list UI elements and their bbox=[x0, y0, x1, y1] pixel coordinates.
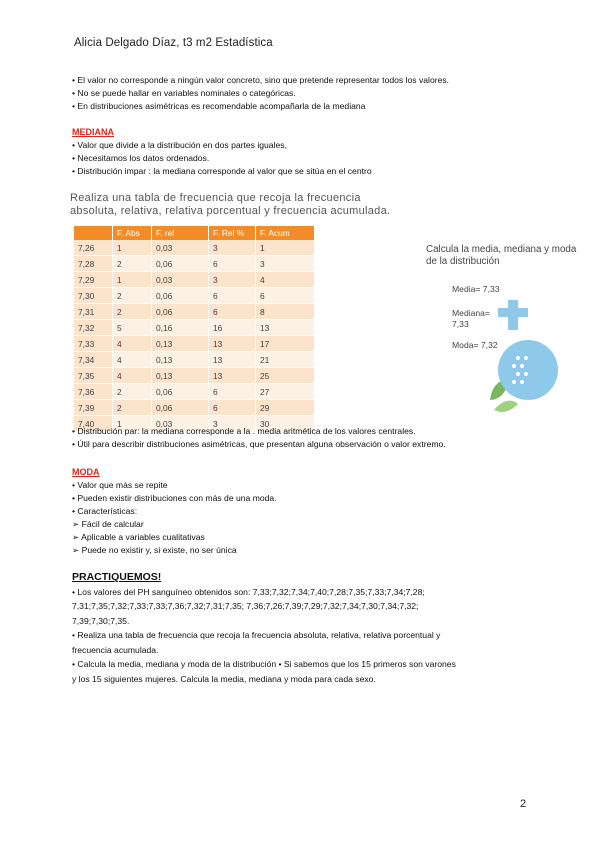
table-header-cell: F. Rel % bbox=[209, 226, 256, 240]
mediana-result-value: 7,33 bbox=[452, 319, 469, 329]
table-cell: 2 bbox=[113, 288, 152, 304]
table-cell: 0,06 bbox=[152, 384, 209, 400]
figure-title-line1: Realiza una tabla de frecuencia que recoja la frecuencia bbox=[70, 192, 361, 204]
mediana-item: • Distribución par: la mediana corresponde a la . media aritmética de los valores centrales. bbox=[72, 426, 416, 436]
practice-line: 7,39;7,30;7,35. bbox=[72, 615, 130, 626]
practice-line: • Realiza una tabla de frecuencia que recoja la frecuencia absoluta, relativa, relativa porcentual y bbox=[72, 630, 441, 640]
media-result: Media= 7,33 bbox=[452, 284, 500, 294]
media-note: • En distribuciones asimétricas es recomendable acompañarla de la mediana bbox=[72, 101, 366, 111]
table-cell: 13 bbox=[209, 368, 256, 384]
table-row bbox=[74, 272, 315, 288]
moda-item: • Pueden existir distribuciones con más de una moda. bbox=[72, 493, 277, 503]
table-cell: 0,13 bbox=[152, 352, 209, 368]
moda-item: ➢ Aplicable a variables cualitativas bbox=[72, 532, 205, 542]
cross-icon bbox=[498, 300, 528, 330]
table-cell: 2 bbox=[113, 400, 152, 416]
moda-item: ➢ Fácil de calcular bbox=[72, 519, 144, 529]
table-cell: 16 bbox=[209, 320, 256, 336]
table-row bbox=[74, 400, 315, 416]
table-row bbox=[74, 384, 315, 400]
table-cell: 27 bbox=[256, 384, 315, 400]
practice-line: • Calcula la media, mediana y moda de la distribución • Si sabemos que los 15 primeros son varones bbox=[72, 659, 456, 669]
table-cell: 4 bbox=[113, 352, 152, 368]
page-header: Alicia Delgado Díaz, t3 m2 Estadística bbox=[74, 37, 273, 49]
table-cell: 29 bbox=[256, 400, 315, 416]
table-cell: 3 bbox=[209, 416, 256, 432]
mediana-section bbox=[72, 126, 542, 178]
table-cell: 6 bbox=[209, 384, 256, 400]
table-row bbox=[74, 368, 315, 384]
table-cell: 1 bbox=[256, 240, 315, 256]
table-cell: 4 bbox=[113, 368, 152, 384]
table-cell: 3 bbox=[256, 256, 315, 272]
table-cell: 1 bbox=[113, 240, 152, 256]
dotted-globe-icon bbox=[498, 340, 558, 400]
mediana-item: • Distribución impar : la mediana corresponde al valor que se sitúa en el centro bbox=[72, 166, 372, 176]
practice-line: frecuencia acumulada. bbox=[72, 644, 159, 655]
mediana-item: • Valor que divide a la distribución en dos partes iguales, bbox=[72, 140, 287, 150]
frequency-figure bbox=[70, 192, 418, 429]
page-number: 2 bbox=[520, 798, 527, 810]
mediana-item: • Necesitamos los datos ordenados. bbox=[72, 153, 210, 163]
practice-line: 7,31;7,35;7,32;7,33;7,33;7,36;7,32;7,31;7,35; 7,36;7,26;7,39;7,29;7,32;7,34;7,30;7,34;7,32; bbox=[72, 601, 419, 611]
table-row bbox=[74, 304, 315, 320]
table-cell: 6 bbox=[209, 304, 256, 320]
table-cell: 25 bbox=[256, 368, 315, 384]
table-cell: 7,36 bbox=[74, 384, 113, 400]
decorative-illustration bbox=[488, 300, 528, 416]
table-cell: 21 bbox=[256, 352, 315, 368]
table-cell: 13 bbox=[209, 336, 256, 352]
table-cell: 0,13 bbox=[152, 336, 209, 352]
leaf-icon bbox=[494, 401, 518, 412]
table-cell: 0,03 bbox=[152, 416, 209, 432]
table-cell: 0,06 bbox=[152, 400, 209, 416]
table-cell: 7,31 bbox=[74, 304, 113, 320]
table-cell: 6 bbox=[209, 400, 256, 416]
table-cell: 13 bbox=[209, 352, 256, 368]
table-cell: 7,32 bbox=[74, 320, 113, 336]
table-cell: 5 bbox=[113, 320, 152, 336]
table-row bbox=[74, 352, 315, 368]
table-cell: 1 bbox=[113, 416, 152, 432]
figure-title-line2: absoluta, relativa, relativa porcentual y frecuencia acumulada. bbox=[70, 205, 391, 217]
table-header-cell: F. rel bbox=[152, 226, 209, 240]
table-cell: 0,06 bbox=[152, 304, 209, 320]
practice-line: • Los valores del PH sanguíneo obtenidos son: 7,33;7,32;7,34;7,40;7,28;7,35;7,33;7,34;7,28; bbox=[72, 586, 425, 597]
table-cell: 30 bbox=[256, 416, 315, 432]
table-cell: 7,35 bbox=[74, 368, 113, 384]
table-cell: 8 bbox=[256, 304, 315, 320]
table-row bbox=[74, 240, 315, 256]
table-cell: 7,39 bbox=[74, 400, 113, 416]
table-cell: 3 bbox=[209, 272, 256, 288]
table-cell: 0,06 bbox=[152, 256, 209, 272]
table-cell: 7,26 bbox=[74, 240, 113, 256]
table-cell: 6 bbox=[209, 256, 256, 272]
mediana-continued bbox=[72, 425, 542, 451]
table-cell: 0,16 bbox=[152, 320, 209, 336]
moda-section bbox=[72, 466, 542, 557]
table-cell: 7,40 bbox=[74, 416, 113, 432]
table-cell: 4 bbox=[113, 336, 152, 352]
table-row bbox=[74, 336, 315, 352]
table-cell: 17 bbox=[256, 336, 315, 352]
mediana-item: • Útil para describir distribuciones asimétricas, que presentan alguna observación o valor extremo. bbox=[72, 439, 446, 449]
results-title: Calcula la media, mediana y moda de la distribución bbox=[426, 244, 577, 267]
media-notes bbox=[72, 74, 542, 113]
table-cell: 0,06 bbox=[152, 288, 209, 304]
table-cell: 7,28 bbox=[74, 256, 113, 272]
moda-item: • Valor que más se repite bbox=[72, 480, 168, 490]
table-cell: 0,03 bbox=[152, 240, 209, 256]
mediana-title: MEDIANA bbox=[72, 127, 114, 137]
table-cell: 0,03 bbox=[152, 272, 209, 288]
moda-item: ➢ Puede no existir y, si existe, no ser única bbox=[72, 545, 237, 555]
table-row bbox=[74, 320, 315, 336]
mediana-result-label: Mediana= bbox=[452, 308, 490, 318]
table-header-cell: F. Acum bbox=[256, 226, 315, 240]
table-cell: 6 bbox=[256, 288, 315, 304]
practice-section bbox=[72, 570, 542, 686]
table-cell: 7,33 bbox=[74, 336, 113, 352]
table-cell: 3 bbox=[209, 240, 256, 256]
table-cell: 7,29 bbox=[74, 272, 113, 288]
table-cell: 6 bbox=[209, 288, 256, 304]
frequency-table bbox=[74, 226, 315, 432]
table-cell: 2 bbox=[113, 304, 152, 320]
table-header-row bbox=[74, 226, 315, 240]
table-cell: 1 bbox=[113, 272, 152, 288]
table-cell: 0,13 bbox=[152, 368, 209, 384]
table-cell: 13 bbox=[256, 320, 315, 336]
moda-result: Moda= 7,32 bbox=[452, 340, 498, 350]
table-header-cell: F. Abs bbox=[113, 226, 152, 240]
moda-item: • Características: bbox=[72, 506, 138, 516]
table-cell: 2 bbox=[113, 384, 152, 400]
moda-title: MODA bbox=[72, 467, 100, 477]
practice-title: PRACTIQUEMOS! bbox=[72, 571, 162, 583]
practice-line: y los 15 siguientes mujeres. Calcula la media, mediana y moda para cada sexo. bbox=[72, 673, 376, 684]
table-cell: 7,34 bbox=[74, 352, 113, 368]
table-row bbox=[74, 288, 315, 304]
media-note: • No se puede hallar en variables nominales o categóricas. bbox=[72, 88, 296, 98]
media-note: • El valor no corresponde a ningún valor concreto, sino que pretende representar todos los valores. bbox=[72, 75, 450, 85]
table-cell: 4 bbox=[256, 272, 315, 288]
table-cell: 7,30 bbox=[74, 288, 113, 304]
table-row bbox=[74, 256, 315, 272]
table-cell: 2 bbox=[113, 256, 152, 272]
table-header-cell bbox=[74, 226, 113, 240]
